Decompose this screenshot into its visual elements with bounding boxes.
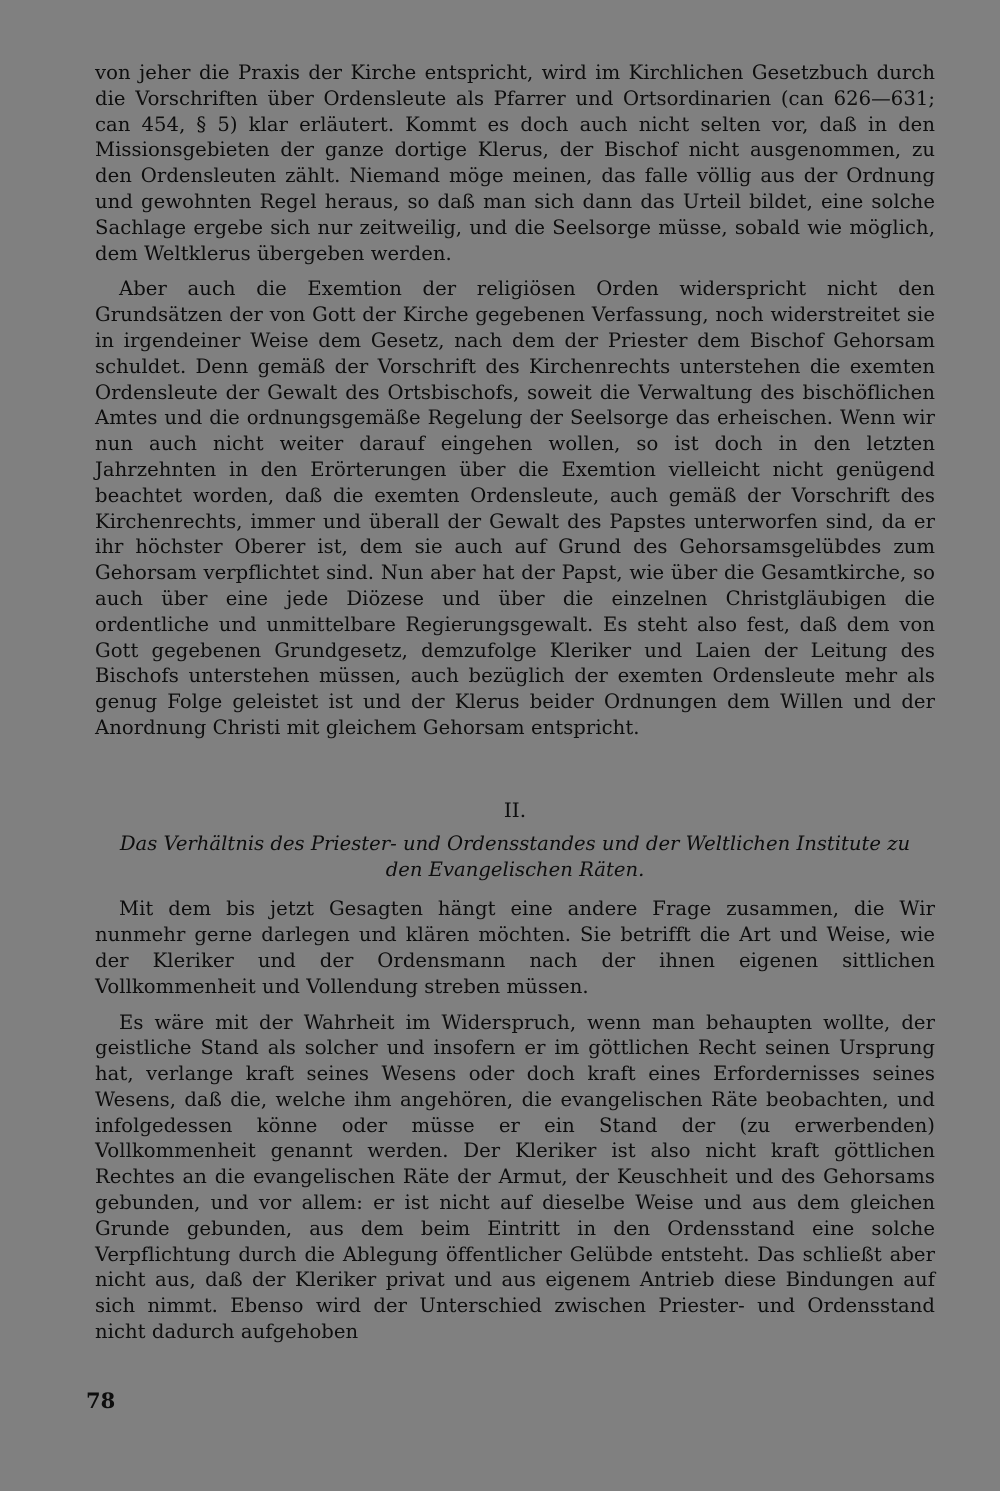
paragraph-4: Es wäre mit der Wahrheit im Widerspruch, wenn man behaupten wollte, der geistliche Stand als solcher und insofern er im göttlichen Recht seinen Ursprung hat, verlange kraft seines Wesens oder doch kraft eines Erfordernisses seines Wesens, daß die, welche ihm angehören, die evangelischen Räte beobachten, und infolgedessen könne oder müsse er ein Stand der (zu erwerbenden) Vollkommenheit genannt werden. Der Kleriker ist also nicht kraft göttlichen Rechtes an die evangelischen Räte der Armut, der Keuschheit und des Gehorsams gebunden, und vor allem: er ist nicht auf dieselbe Weise und aus dem gleichen Grunde gebunden, aus dem beim Eintritt in den Ordensstand eine solche Verpflichtung durch die Ablegung öffentlicher Gelübde entsteht. Das schließt aber nicht aus, daß der Kleriker privat und aus eigenem Antrieb diese Bindungen auf sich nimmt. Ebenso wird der Unterschied zwischen Priester- und Ordensstand nicht dadurch aufgehoben <box>95 1010 935 1344</box>
paragraph-1: von jeher die Praxis der Kirche entspricht, wird im Kirchlichen Gesetzbuch durch die Vorschriften über Ordensleute als Pfarrer und Ortsordinarien (can 626—631; can 454, § 5) klar erläutert. Kommt es doch auch nicht selten vor, daß in den Missionsgebieten der ganze dortige Klerus, der Bischof nicht ausgenommen, zu den Ordensleuten zählt. Niemand möge meinen, das falle völlig aus der Ordnung und gewohnten Regel heraus, so daß man sich dann das Urteil bildet, eine solche Sachlage ergebe sich nur zeitweilig, und die Seelsorge müsse, sobald wie möglich, dem Weltklerus übergeben werden. <box>95 61 935 265</box>
page-body <box>95 60 935 1355</box>
section-title: Das Verhältnis des Priester- und Ordensstandes und der Weltlichen Institute zu den Evangelischen Räten. <box>119 831 911 881</box>
page-number: 78 <box>86 1388 116 1413</box>
paragraph-3: Mit dem bis jetzt Gesagten hängt eine andere Frage zusammen, die Wir nunmehr gerne darlegen und klären möchten. Sie betrifft die Art und Weise, wie der Kleriker und der Ordensmann nach der ihnen eigenen sittlichen Vollkommenheit und Vollendung streben müssen. <box>95 897 935 998</box>
paragraph-2: Aber auch die Exemtion der religiösen Orden widerspricht nicht den Grundsätzen der von Gott der Kirche gegebenen Verfassung, noch widerstreitet sie in irgendeiner Weise dem Gesetz, nach dem der Priester dem Bischof Gehorsam schuldet. Denn gemäß der Vorschrift des Kirchenrechts unterstehen die exemten Ordensleute der Gewalt des Ortsbischofs, soweit die Verwaltung des bischöflichen Amtes und die ordnungsgemäße Regelung der Seelsorge das erheischen. Wenn wir nun auch nicht weiter darauf eingehen wollen, so ist doch in den letzten Jahrzehnten in den Erörterungen über die Exemtion vielleicht nicht genügend beachtet worden, daß die exemten Ordensleute, auch gemäß der Vorschrift des Kirchenrechts, immer und überall der Gewalt des Papstes unterworfen sind, da er ihr höchster Oberer ist, dem sie auch auf Grund des Gehorsamsgelübdes zum Gehorsam verpflichtet sind. Nun aber hat der Papst, wie über die Gesamtkirche, so auch über eine jede Diözese und über die einzelnen Christgläubigen die ordentliche und unmittelbare Regierungsgewalt. Es steht also fest, daß dem von Gott gegebenen Grundgesetz, demzufolge Kleriker und Laien der Leitung des Bischofs unterstehen müssen, auch bezüglich der exemten Ordensleute mehr als genug Folge geleistet ist und der Klerus beider Ordnungen dem Willen und der Anordnung Christi mit gleichem Gehorsam entspricht. <box>95 277 935 739</box>
section-number: II. <box>503 797 527 822</box>
